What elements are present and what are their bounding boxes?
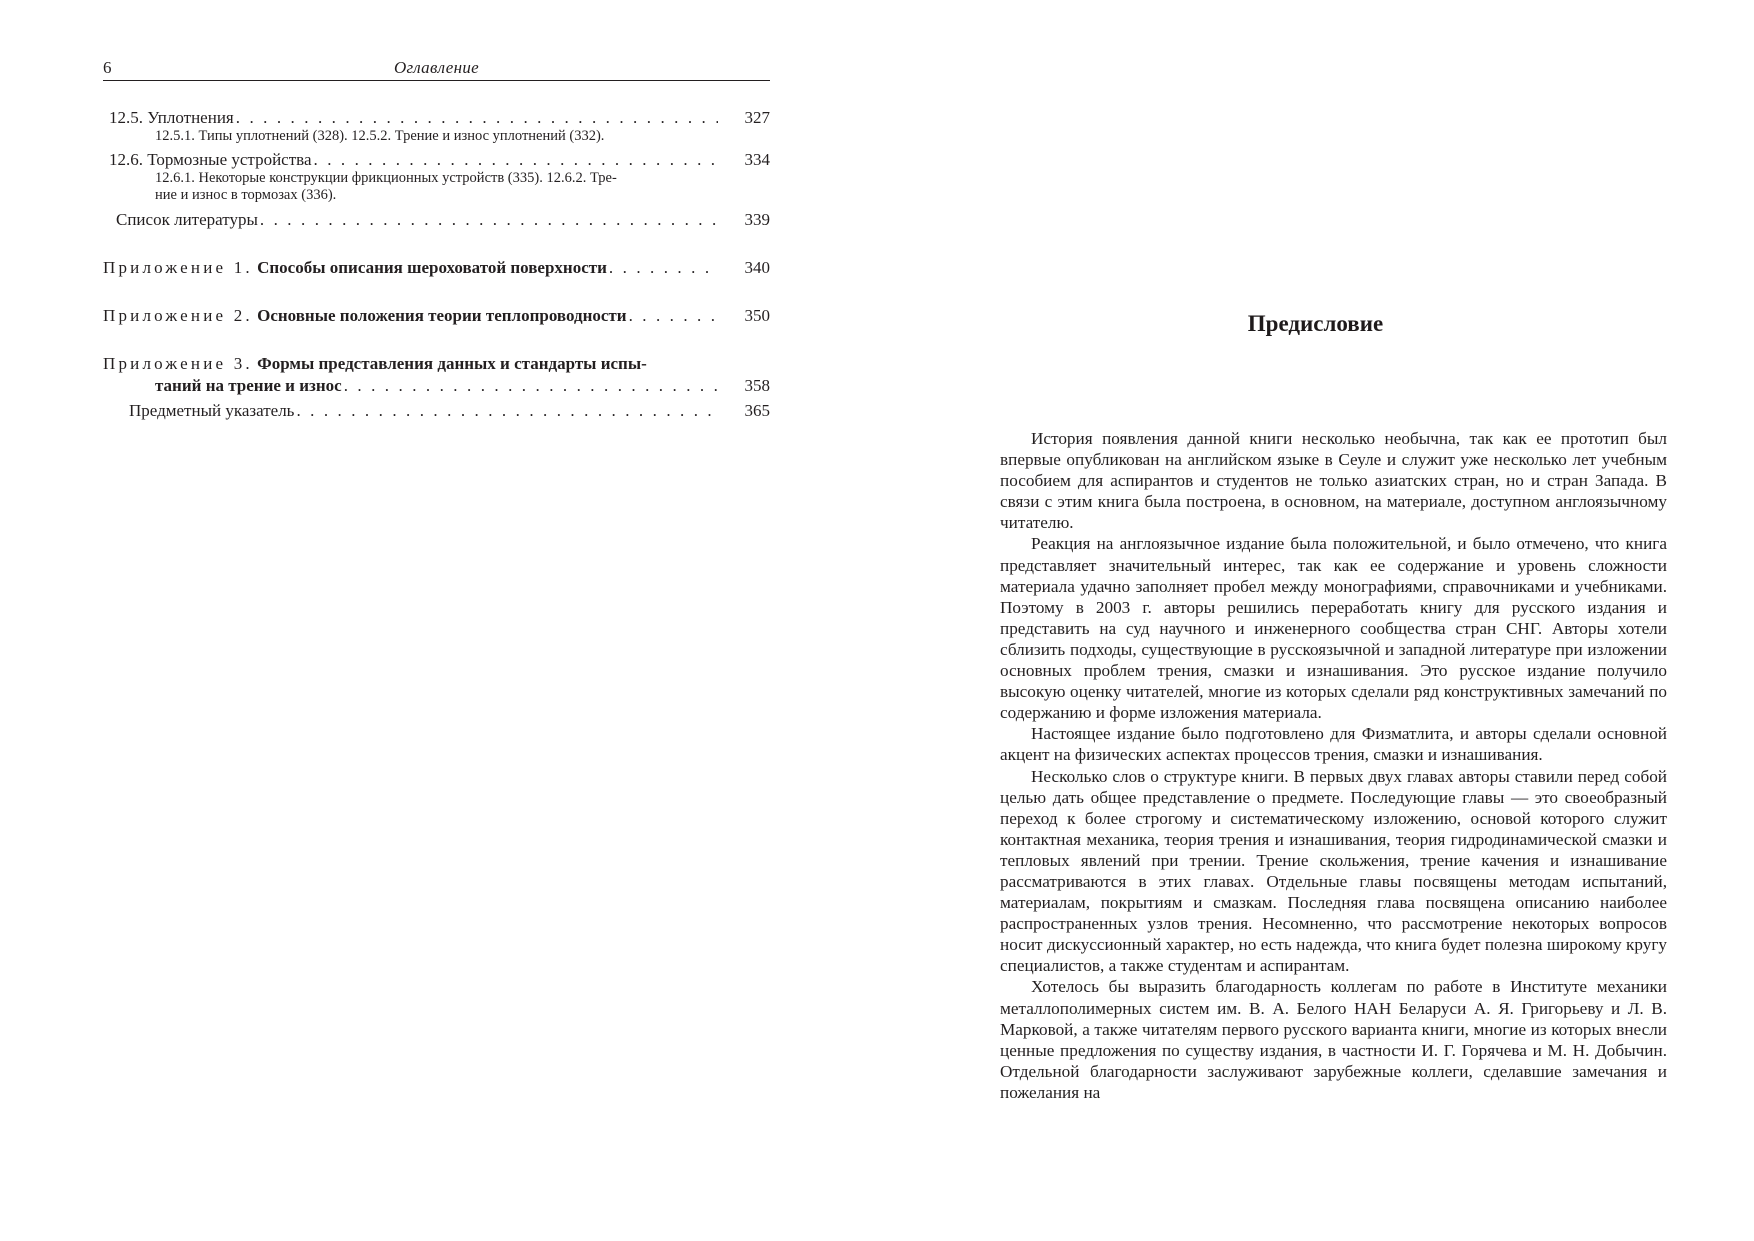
appendix-label: Приложение 2.: [103, 306, 253, 325]
toc-page: 339: [744, 210, 770, 229]
preface-paragraph: Хотелось бы выразить благодарность коллегам по работе в Институте механики металлополимерных систем им. В. А. Белого НАН Беларуси А. Я. Григорьеву и Л. В. Марковой, а также читателям первого русского варианта книги, многие из которых внесли ценные предложения по существу издания, в частности И. Г. Горячева и М. Н. Добычин. Отдельной благодарности заслуживают зарубежные коллеги, сделавшие замечания и пожелания на: [1000, 977, 1667, 1102]
running-head: [103, 56, 770, 81]
toc-subentries-12-6-line1: 12.6.1. Некоторые конструкции фрикционных устройств (335). 12.6.2. Тре-: [155, 170, 617, 186]
appendix-label: Приложение 3.: [103, 354, 253, 373]
appendix-label: Приложение 1.: [103, 258, 253, 277]
toc-title: Предметный указатель: [129, 401, 295, 420]
preface-paragraph: Реакция на англоязычное издание была положительной, и было отмечено, что книга представляет значительный интерес, так как ее содержание и уровень сложности материала удачно заполняет пробел между монографиями, справочниками и учебниками. Поэтому в 2003 г. авторы решились переработать книгу для русского издания и представить на суд научного и инженерного сообщества стран СНГ. Авторы хотели сблизить подходы, существующие в русскоязычной и западной литературе при изложении основных проблем трения, смазки и изнашивания. Это русское издание получило высокую оценку читателей, многие из которых сделали ряд конструктивных замечаний по содержанию и форме изложения материала.: [1000, 534, 1667, 723]
toc-page: 365: [744, 401, 770, 420]
toc-title: Тормозные устройства: [147, 150, 312, 169]
leader-dots: [609, 258, 718, 278]
toc-subentries-12-5: 12.5.1. Типы уплотнений (328). 12.5.2. Трение и износ уплотнений (332).: [155, 128, 605, 144]
leader-dots: [314, 150, 719, 170]
toc-page: 327: [744, 108, 770, 127]
appendix-title: Способы описания шероховатой поверхности: [257, 258, 607, 277]
leader-dots: [344, 376, 718, 396]
toc-appendix-3-line1[interactable]: [103, 354, 770, 374]
leader-dots: [236, 108, 718, 128]
appendix-title: Формы представления данных и стандарты испы-: [257, 354, 647, 373]
toc-entry-12-6[interactable]: [103, 150, 770, 170]
preface-paragraph: Несколько слов о структуре книги. В первых двух главах авторы ставили перед собой целью дать общее представление о предмете. Последующие главы — это своеобразный переход к более строгому и систематическому изложению, основой которого служит контактная механика, теория трения и изнашивания, теория гидродинамической смазки и тепловых явлений при трении. Трение скольжения, трение качения и изнашивание рассматриваются в этих главах. Отдельные главы посвящены методам испытаний, материалам, покрытиям и смазкам. Последняя глава посвящена описанию наиболее распространенных узлов трения. Несомненно, что рассмотрение некоторых вопросов носит дискуссионный характер, но есть надежда, что книга будет полезна широкому кругу специалистов, а также студентам и аспирантам.: [1000, 766, 1667, 976]
page-number: 6: [103, 58, 112, 77]
preface-paragraph: История появления данной книги несколько необычна, так как ее прототип был впервые опубликован на английском языке в Сеуле и служит уже несколько лет учебным пособием для аспирантов и студентов не только азиатских стран, но и стран Запада. В связи с этим книга была построена, в основном, на материале, доступном англоязычному читателю.: [1000, 429, 1667, 533]
preface-title: Предисловие: [1247, 311, 1384, 336]
toc-appendix-3-line2[interactable]: [103, 376, 770, 396]
toc-title: Уплотнения: [147, 108, 234, 127]
toc-appendix-2[interactable]: [103, 306, 770, 326]
leader-dots: [260, 210, 718, 230]
toc-page: 358: [744, 376, 770, 395]
toc-page: 340: [744, 258, 770, 277]
toc-number: 12.5.: [109, 108, 143, 127]
leader-dots: [629, 306, 718, 326]
running-head-title: Оглавление: [393, 58, 480, 77]
toc-entry-references[interactable]: [103, 210, 770, 230]
toc-subentries-12-6-line2: ние и износ в тормозах (336).: [155, 187, 337, 203]
toc-appendix-1[interactable]: [103, 258, 770, 278]
preface-body: [1000, 428, 1667, 1103]
toc-entry-12-5[interactable]: [103, 108, 770, 128]
toc-number: 12.6.: [109, 150, 143, 169]
appendix-title-cont: таний на трение и износ: [155, 376, 342, 395]
toc-entry-index[interactable]: [103, 401, 770, 421]
appendix-title: Основные положения теории теплопроводности: [257, 306, 627, 325]
preface-paragraph: Настоящее издание было подготовлено для Физматлита, и авторы сделали основной акцент на физических аспектах процессов трения, смазки и изнашивания.: [1000, 724, 1667, 765]
toc-page: 350: [744, 306, 770, 325]
leader-dots: [296, 401, 718, 421]
toc-page: 334: [744, 150, 770, 169]
toc-title: Список литературы: [116, 210, 258, 229]
